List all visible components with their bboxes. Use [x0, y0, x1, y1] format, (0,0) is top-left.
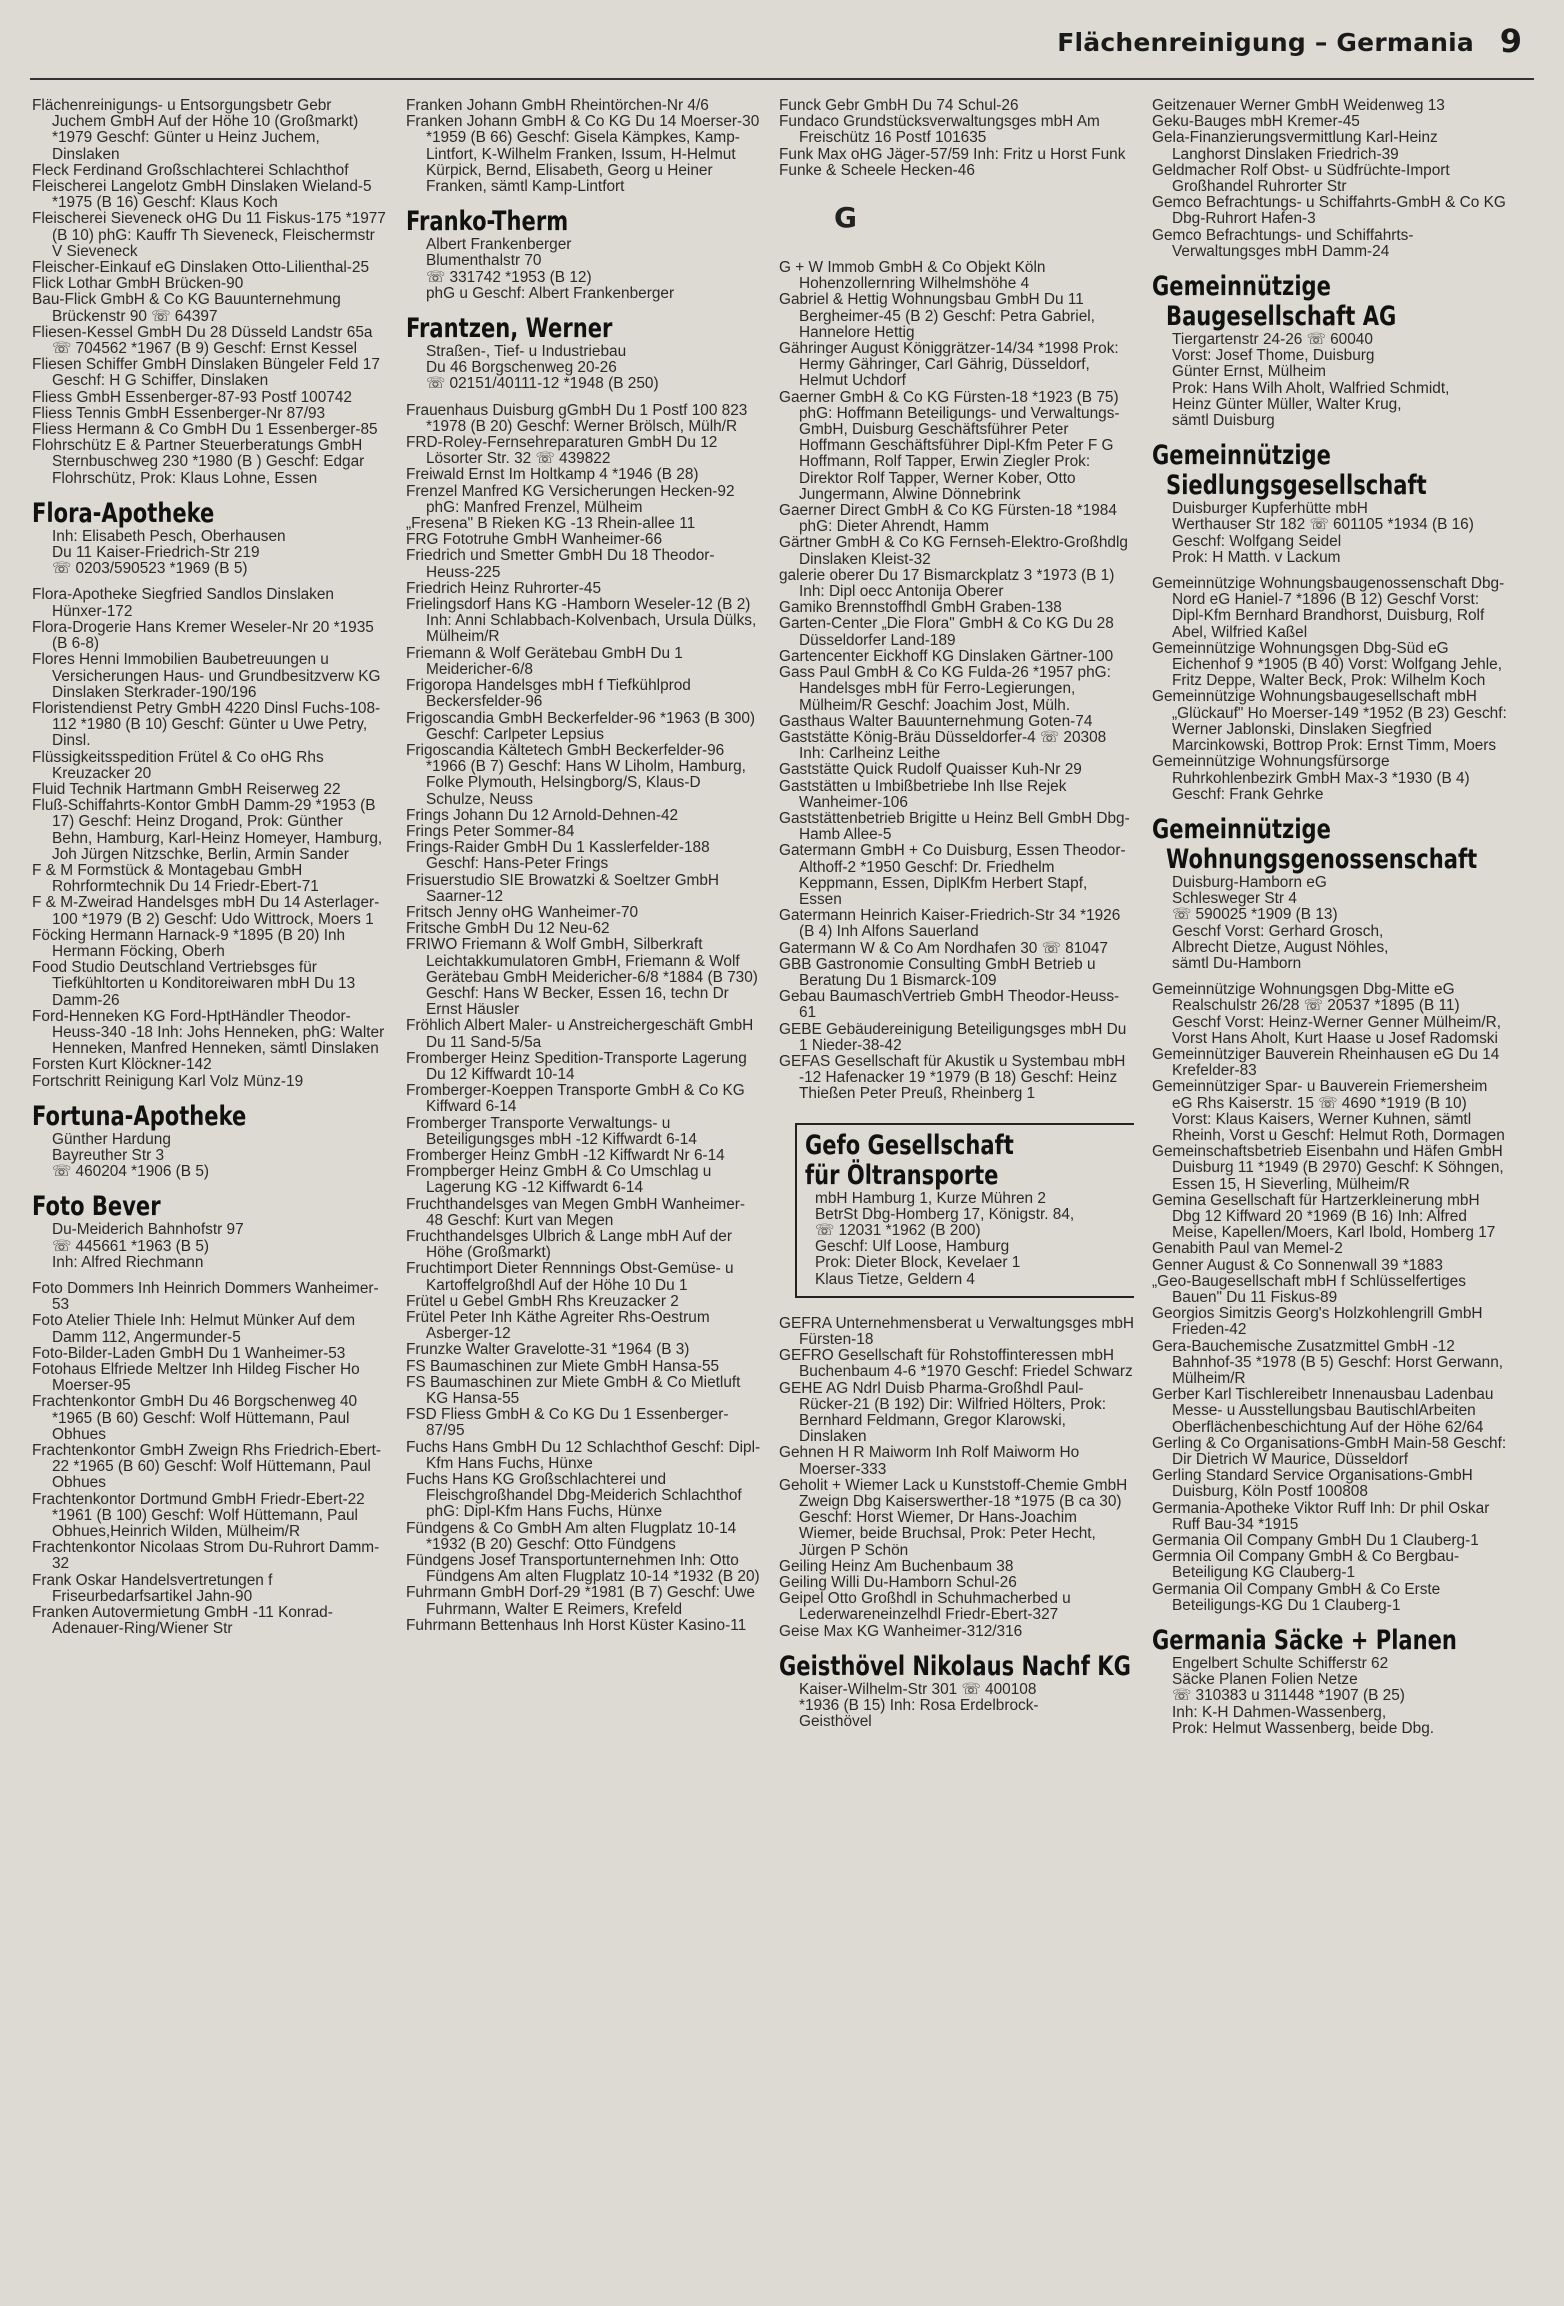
- directory-entry: Frütel u Gebel GmbH Rhs Kreuzacker 2: [406, 1292, 679, 1310]
- directory-entry: Frielingsdorf Hans KG -Hamborn Weseler-12 (B 2) Inh: Anni Schlabbach-Kolvenbach, Ursula Dülks, Mülheim/R: [406, 596, 757, 646]
- detail-line: Inh: Elisabeth Pesch, Oberhausen: [52, 527, 286, 545]
- directory-entry: Fliesen Schiffer GmbH Dinslaken Büngeler Feld 17 Geschf: H G Schiffer, Dinslaken: [32, 356, 380, 390]
- directory-entry: Frenzel Manfred KG Versicherungen Hecken-92 phG: Manfred Frenzel, Mülheim: [406, 482, 735, 516]
- directory-entry: Foto Dommers Inh Heinrich Dommers Wanheimer-53: [32, 1280, 379, 1314]
- directory-entry: Funck Gebr GmbH Du 74 Schul-26: [779, 98, 1019, 114]
- detail-line: Werthauser Str 182 ☏ 601105 *1934 (B 16): [1172, 516, 1474, 534]
- detail-line: Geschf: Ulf Loose, Hamburg: [815, 1238, 1010, 1256]
- directory-entry: Frigoscandia GmbH Beckerfelder-96 *1963 (B 300) Geschf: Carlpeter Lepsius: [406, 709, 756, 743]
- directory-entry: Frachtenkontor Nicolaas Strom Du-Ruhrort Damm-32: [32, 1539, 380, 1573]
- detail-line: Du 11 Kaiser-Friedrich-Str 219: [52, 544, 260, 562]
- detail-line: Säcke Planen Folien Netze: [1172, 1671, 1358, 1689]
- directory-entry: Genabith Paul van Memel-2: [1152, 1240, 1343, 1258]
- header-rule: [30, 78, 1534, 80]
- directory-entry: GEFAS Gesellschaft für Akustik u Systembau mbH -12 Hafenacker 19 *1979 (B 18) Geschf: Heinz Thießen Peter Preuß, Rheinberg 1: [779, 1052, 1126, 1103]
- detail-line: Kaiser-Wilhelm-Str 301 ☏ 400108: [799, 1680, 1037, 1698]
- directory-entry: Fuhrmann Bettenhaus Inh Horst Küster Kasino-11: [406, 1616, 747, 1634]
- display-entry-details: [1152, 875, 1507, 972]
- directory-entry: FS Baumaschinen zur Miete GmbH Hansa-55: [406, 1357, 720, 1375]
- detail-line: ☏ 590025 *1909 (B 13): [1172, 906, 1338, 924]
- directory-entry: Germnia Oil Company GmbH & Co Bergbau-Beteiligung KG Clauberg-1: [1152, 1548, 1460, 1582]
- directory-entry: Fruchthandelsges van Megen GmbH Wanheimer-48 Geschf: Kurt van Megen: [406, 1195, 746, 1229]
- directory-entry: Gass Paul GmbH & Co KG Fulda-26 *1957 phG: Handelsges mbH für Ferro-Legierungen, Mülheim/R Geschf: Joachim Jost, Mülh.: [779, 664, 1111, 714]
- directory-entry: Frings-Raider GmbH Du 1 Kasslerfelder-188 Geschf: Hans-Peter Frings: [406, 839, 710, 873]
- detail-line: Blumenthalstr 70: [426, 252, 542, 270]
- directory-entry: Gasthaus Walter Bauunternehmung Goten-74: [779, 712, 1093, 730]
- directory-entry: Flores Henni Immobilien Baubetreuungen u Versicherungen Haus- und Grundbesitzverw KG Dinslaken Sterkrader-190/196: [32, 651, 381, 701]
- display-entry-details: [32, 1222, 387, 1271]
- display-entry-details: [1152, 1656, 1507, 1737]
- directory-entry: Fuchs Hans GmbH Du 12 Schlachthof Geschf: Dipl-Kfm Hans Fuchs, Hünxe: [406, 1438, 761, 1472]
- directory-entry: Gemeinnütziger Bauverein Rheinhausen eG Du 14 Krefelder-83: [1152, 1045, 1500, 1080]
- directory-entry: Fleischerei Langelotz GmbH Dinslaken Wieland-5 *1975 (B 16) Geschf: Klaus Koch: [32, 178, 372, 212]
- directory-entry: Gatermann Heinrich Kaiser-Friedrich-Str 34 *1926 (B 4) Inh Alfons Sauerland: [779, 907, 1121, 941]
- directory-entry: Georgios Simitzis Georg's Holzkohlengrill GmbH Frieden-42: [1152, 1305, 1483, 1339]
- directory-entry: Flora-Drogerie Hans Kremer Weseler-Nr 20 *1935 (B 6-8): [32, 618, 374, 653]
- detail-line: sämtl Duisburg: [1172, 412, 1275, 430]
- directory-entry: Fromberger-Koeppen Transporte GmbH & Co KG Kiffward 6-14: [406, 1082, 745, 1116]
- directory-entry: Flüssigkeitsspedition Frütel & Co oHG Rhs Kreuzacker 20: [32, 748, 324, 782]
- detail-line: Duisburg-Hamborn eG: [1172, 873, 1327, 891]
- directory-entry: Genner August & Co Sonnenwall 39 *1883: [1152, 1256, 1443, 1274]
- detail-line: ☏ 12031 *1962 (B 200): [815, 1221, 981, 1239]
- directory-entry: Germania-Apotheke Viktor Ruff Inh: Dr phil Oskar Ruff Bau-34 *1915: [1152, 1499, 1490, 1533]
- display-heading: Gemeinnützige: [1152, 271, 1331, 303]
- detail-line: Inh: Alfred Riechmann: [52, 1253, 204, 1271]
- directory-entry: Flächenreinigungs- u Entsorgungsbetr Gebr Juchem GmbH Auf der Höhe 10 (Großmarkt) *1979 Geschf: Günter u Heinz Juchem, Dinslaken: [32, 98, 359, 163]
- display-entry-details: [1152, 332, 1507, 429]
- detail-line: *1936 (B 15) Inh: Rosa Erdelbrock-: [799, 1697, 1039, 1715]
- detail-line: sämtl Du-Hamborn: [1172, 954, 1302, 972]
- directory-entry: Frings Peter Sommer-84: [406, 822, 575, 840]
- detail-line: Tiergartenstr 24-26 ☏ 60040: [1172, 331, 1373, 349]
- detail-line: Heinz Günter Müller, Walter Krug,: [1172, 395, 1402, 413]
- directory-entry: Gartencenter Eickhoff KG Dinslaken Gärtner-100: [779, 647, 1114, 665]
- detail-line: ☏ 310383 u 311448 *1907 (B 25): [1172, 1687, 1405, 1705]
- detail-line: Albert Frankenberger: [426, 236, 572, 254]
- detail-line: BetrSt Dbg-Homberg 17, Königstr. 84,: [815, 1205, 1075, 1223]
- detail-line: Bayreuther Str 3: [52, 1146, 165, 1164]
- directory-entry: Geitzenauer Werner GmbH Weidenweg 13: [1152, 98, 1445, 114]
- detail-line: Prok: Hans Wilh Aholt, Walfried Schmidt,: [1172, 379, 1450, 397]
- directory-entry: Gaststätten u Imbißbetriebe Inh Ilse Rejek Wanheimer-106: [779, 777, 1067, 811]
- directory-entry: Friedrich und Smetter GmbH Du 18 Theodor-Heuss-225: [406, 547, 715, 581]
- directory-entry: Fundaco Grundstücksverwaltungsges mbH Am Freischütz 16 Postf 101635: [779, 113, 1100, 147]
- display-heading: Wohnungsgenossenschaft: [1166, 843, 1478, 875]
- display-entry-details: [1152, 501, 1507, 566]
- directory-entry: Gemeinnützige Wohnungsfürsorge Ruhrkohlenbezirk GmbH Max-3 *1930 (B 4) Geschf: Frank Gehrke: [1152, 753, 1470, 803]
- directory-entry: Frauenhaus Duisburg gGmbH Du 1 Postf 100 823 *1978 (B 20) Geschf: Werner Brölsch, Mülh/R: [406, 401, 748, 435]
- directory-entry: Gamiko Brennstoffhdl GmbH Graben-138: [779, 599, 1062, 617]
- column-3: [779, 98, 1134, 2288]
- detail-line: ☏ 331742 *1953 (B 12): [426, 268, 592, 286]
- detail-line: Du 46 Borgschenweg 20-26: [426, 359, 617, 377]
- detail-line: ☏ 0203/590523 *1969 (B 5): [52, 560, 248, 578]
- directory-entry: Gähringer August Königgrätzer-14/34 *1998 Prok: Hermy Gähringer, Carl Gährig, Düsseldorf, Helmut Uchdorf: [779, 340, 1119, 390]
- directory-entry: Gela-Finanzierungsvermittlung Karl-Heinz Langhorst Dinslaken Friedrich-39: [1152, 129, 1438, 163]
- running-title: Flächenreinigung – Germania: [1057, 28, 1474, 57]
- detail-line: Prok: Helmut Wassenberg, beide Dbg.: [1172, 1719, 1435, 1737]
- detail-line: Straßen-, Tief- u Industriebau: [426, 343, 627, 361]
- directory-entry: Food Studio Deutschland Vertriebsges für Tiefkühltorten u Konditoreiwaren mbH Du 13 Damm-26: [32, 959, 356, 1009]
- detail-line: Du-Meiderich Bahnhofstr 97: [52, 1221, 244, 1239]
- display-entry-details: [406, 237, 761, 302]
- directory-entry: Geku-Bauges mbH Kremer-45: [1152, 113, 1360, 131]
- directory-entry: Forsten Kurt Klöckner-142: [32, 1056, 212, 1074]
- detail-line: Inh: K-H Dahmen-Wassenberg,: [1172, 1703, 1387, 1721]
- directory-entry: Franken Johann GmbH & Co KG Du 14 Moerser-30 *1959 (B 66) Geschf: Gisela Kämpkes, Kamp-Lintfort, K-Wilhelm Franken, Issum, H-Helmut Kürpick, Bernd, Elisabeth, Georg u Heiner Franken, sämtl Kamp-Lintfort: [406, 113, 760, 196]
- directory-entry: Geipel Otto Großhdl in Schuhmacherbed u Lederwareneinzelhdl Friedr-Ebert-327: [779, 1590, 1071, 1624]
- directory-entry: Gemeinnützige Wohnungsgen Dbg-Süd eG Eichenhof 9 *1905 (B 40) Vorst: Wolfgang Jehle, Fritz Deppe, Walter Beck, Prok: Wilhelm Koch: [1152, 639, 1502, 690]
- detail-line: Vorst: Josef Thome, Duisburg: [1172, 347, 1375, 365]
- detail-line: Günter Ernst, Mülheim: [1172, 363, 1326, 381]
- section-letter: G: [834, 201, 857, 235]
- detail-line: Albrecht Dietze, August Nöhles,: [1172, 938, 1389, 956]
- detail-line: ☏ 460204 *1906 (B 5): [52, 1163, 210, 1181]
- detail-line: Schlesweger Str 4: [1172, 890, 1297, 908]
- directory-entry: Frank Oskar Handelsvertretungen f Friseurbedarfsartikel Jahn-90: [32, 1571, 273, 1605]
- directory-entry: Germania Oil Company GmbH Du 1 Clauberg-1: [1152, 1532, 1479, 1550]
- directory-entry: Fluß-Schiffahrts-Kontor GmbH Damm-29 *1953 (B 17) Geschf: Heinz Drogand, Prok: Günther Behn, Hamburg, Karl-Heinz Homeyer, Hamburg, Joh Jürgen Nitzschke, Berlin, Armin Sander: [32, 797, 383, 863]
- directory-entry: Foto Atelier Thiele Inh: Helmut Münker Auf dem Damm 112, Angermunder-5: [32, 1312, 356, 1346]
- directory-entry: Gemeinnützige Wohnungsbaugenossenschaft Dbg-Nord eG Haniel-7 *1896 (B 12) Geschf Vorst: Dipl-Kfm Bernhard Brandhorst, Duisburg, Rolf Abel, Wilfried Kaßel: [1152, 575, 1505, 641]
- directory-entry: Gaerner Direct GmbH & Co KG Fürsten-18 *1984 phG: Dieter Ahrendt, Hamm: [779, 502, 1117, 536]
- directory-entry: F & M Formstück & Montagebau GmbH Rohrformtechnik Du 14 Friedr-Ebert-71: [32, 861, 319, 896]
- directory-entry: Gemeinnütziger Spar- u Bauverein Friemersheim eG Rhs Kaiserstr. 15 ☏ 4690 *1919 (B 10) Vorst: Klaus Kaisers, Werner Kuhnen, sämtl Rheinh, Vorst u Geschf: Helmut Roth, Dormagen: [1152, 1078, 1505, 1144]
- directory-entry: Gatermann W & Co Am Nordhafen 30 ☏ 81047: [779, 939, 1108, 957]
- directory-entry: FRG Fototruhe GmbH Wanheimer-66: [406, 531, 663, 549]
- display-heading: Gefo Gesellschaft: [805, 1129, 1014, 1161]
- directory-entry: Frompberger Heinz GmbH & Co Umschlag u Lagerung KG -12 Kiffwardt 6-14: [406, 1163, 712, 1197]
- directory-entry: Gera-Bauchemische Zusatzmittel GmbH -12 Bahnhof-35 *1978 (B 5) Geschf: Horst Gerwann, Mülheim/R: [1152, 1337, 1504, 1387]
- directory-entry: FRIWO Friemann & Wolf GmbH, Silberkraft Leichtakkumulatoren GmbH, Friemann & Wolf Gerätebau GmbH Meidericher-6/8 *1884 (B 730) Geschf: Hans W Becker, Essen 16, techn Dr Ernst Häusler: [406, 936, 758, 1019]
- directory-entry: Flohrschütz E & Partner Steuerberatungs GmbH Sternbuschweg 230 *1980 (B ) Geschf: Edgar Flohrschütz, Prok: Klaus Lohne, Essen: [32, 437, 365, 487]
- directory-entry: Fündgens Josef Transportunternehmen Inh: Otto Fündgens Am alten Flugplatz 10-14 *1932 (B 20): [406, 1552, 760, 1586]
- directory-entry: „Geo-Baugesellschaft mbH f Schlüsselfertiges Bauen" Du 11 Fiskus-89: [1152, 1272, 1466, 1306]
- directory-entry: Fuhrmann GmbH Dorf-29 *1981 (B 7) Geschf: Uwe Fuhrmann, Walter E Reimers, Krefeld: [406, 1584, 755, 1618]
- display-entry-details: [406, 344, 761, 393]
- directory-entry: Fliesen-Kessel GmbH Du 28 Düsseld Landstr 65a ☏ 704562 *1967 (B 9) Geschf: Ernst Kessel: [32, 323, 373, 358]
- directory-entry: Gaerner GmbH & Co KG Fürsten-18 *1923 (B 75) phG: Hoffmann Beteiligungs- und Verwaltungs-GmbH, Duisburg Geschäftsführer Peter Hoffmann Geschäftsführer Dipl-Kfm Peter F G Hoffmann, Rolf Tapper, Erwin Ziegler Prok: Direktor Rolf Tapper, Werner Kober, Otto Jungermann, Alwine Dönnebrink: [779, 388, 1120, 503]
- directory-entry: Gerling Standard Service Organisations-GmbH Duisburg, Köln Postf 100808: [1152, 1467, 1473, 1501]
- directory-entry: GBB Gastronomie Consulting GmbH Betrieb u Beratung Du 1 Bismarck-109: [779, 955, 1096, 989]
- directory-entry: Geholit + Wiemer Lack u Kunststoff-Chemie GmbH Zweign Dbg Kaiserswerther-18 *1975 (B ca 30) Geschf: Horst Wiemer, Dr Hans-Joachim Wiemer, beide Bruchsal, Prok: Peter Hecht, Jürgen P Schön: [779, 1476, 1128, 1559]
- directory-entry: Gärtner GmbH & Co KG Fernseh-Elektro-Großhdlg Dinslaken Kleist-32: [779, 534, 1128, 568]
- directory-entry: Floristendienst Petry GmbH 4220 Dinsl Fuchs-108-112 *1980 (B 10) Geschf: Günter u Uwe Petry, Dinsl.: [32, 699, 381, 750]
- directory-entry: Gaststättenbetrieb Brigitte u Heinz Bell GmbH Dbg-Hamb Allee-5: [779, 809, 1130, 844]
- directory-entry: Frigoscandia Kältetech GmbH Beckerfelder-96 *1966 (B 7) Geschf: Hans W Liholm, Hamburg, Folke Plymouth, Helsingborg/S, Klaus-D Schulze, Neuss: [406, 741, 746, 808]
- directory-entry: Gebau BaumaschVertrieb GmbH Theodor-Heuss-61: [779, 988, 1120, 1022]
- directory-entry: Fleck Ferdinand Großschlachterei Schlachthof: [32, 161, 349, 179]
- directory-entry: Fuchs Hans KG Großschlachterei und Fleischgroßhandel Dbg-Meiderich Schlachthof phG: Dipl-Kfm Hans Fuchs, Hünxe: [406, 1471, 742, 1521]
- directory-entry: Gaststätte König-Bräu Düsseldorfer-4 ☏ 20308 Inh: Carlheinz Leithe: [779, 728, 1107, 763]
- directory-entry: Frings Johann Du 12 Arnold-Dehnen-42: [406, 806, 679, 824]
- directory-entry: Fleischer-Einkauf eG Dinslaken Otto-Lilienthal-25: [32, 259, 370, 277]
- display-heading: Siedlungsgesellschaft: [1166, 470, 1427, 502]
- page-number: 9: [1499, 22, 1522, 60]
- directory-entry: G + W Immob GmbH & Co Objekt Köln Hohenzollernring Wilhelmshöhe 4: [779, 259, 1046, 293]
- directory-entry: Germania Oil Company GmbH & Co Erste Beteiligungs-KG Du 1 Clauberg-1: [1152, 1580, 1441, 1614]
- detail-line: Prok: H Matth. v Lackum: [1172, 548, 1341, 566]
- display-heading: Frantzen, Werner: [406, 313, 613, 345]
- directory-entry: Fritsch Jenny oHG Wanheimer-70: [406, 903, 639, 921]
- directory-entry: Gemeinnützige Wohnungsbaugesellschaft mbH „Glückauf" Ho Moerser-149 *1952 (B 23) Geschf: Werner Jablonski, Dinslaken Siegfried Marcinkowski, Bottrop Prok: Ernst Timm, Moers: [1152, 688, 1507, 755]
- directory-entry: Franken Autovermietung GmbH -11 Konrad-Adenauer-Ring/Wiener Str: [32, 1604, 333, 1638]
- detail-line: Klaus Tietze, Geldern 4: [815, 1270, 975, 1288]
- directory-entry: Fröhlich Albert Maler- u Anstreichergeschäft GmbH Du 11 Sand-5/5a: [406, 1017, 754, 1051]
- display-heading: Baugesellschaft AG: [1166, 301, 1397, 333]
- directory-entry: Frachtenkontor GmbH Du 46 Borgschenweg 40 *1965 (B 60) Geschf: Wolf Hüttemann, Paul Obhues: [32, 1393, 358, 1443]
- detail-line: Duisburger Kupferhütte mbH: [1172, 500, 1368, 518]
- directory-entry: Friemann & Wolf Gerätebau GmbH Du 1 Meidericher-6/8: [406, 644, 683, 678]
- display-heading: Flora-Apotheke: [32, 497, 215, 529]
- detail-line: mbH Hamburg 1, Kurze Mühren 2: [815, 1189, 1046, 1207]
- directory-entry: Frisuerstudio SIE Browatzki & Soeltzer GmbH Saarner-12: [406, 871, 720, 905]
- display-entry-details: [805, 1191, 1134, 1288]
- display-heading: Fortuna-Apotheke: [32, 1100, 247, 1132]
- directory-entry: Gatermann GmbH + Co Duisburg, Essen Theodor-Althoff-2 *1950 Geschf: Dr. Friedhelm Keppmann, Essen, DiplKfm Herbert Stapf, Essen: [779, 842, 1126, 908]
- directory-entry: Fortschritt Reinigung Karl Volz Münz-19: [32, 1072, 304, 1090]
- directory-entry: GEFRA Unternehmensberat u Verwaltungsges mbH Fürsten-18: [779, 1314, 1134, 1348]
- directory-entry: Fliess Tennis GmbH Essenberger-Nr 87/93: [32, 404, 326, 422]
- display-heading: Gemeinnützige: [1152, 440, 1331, 472]
- directory-entry: Freiwald Ernst Im Holtkamp 4 *1946 (B 28): [406, 466, 699, 484]
- detail-line: Geschf: Wolfgang Seidel: [1172, 532, 1342, 550]
- directory-entry: Friedrich Heinz Ruhrorter-45: [406, 579, 602, 597]
- directory-entry: Gaststätte Quick Rudolf Quaisser Kuh-Nr 29: [779, 761, 1082, 779]
- directory-entry: Gemeinschaftsbetrieb Eisenbahn und Häfen GmbH Duisburg 11 *1949 (B 2970) Geschf: K Söhngen, Essen 15, H Sieverling, Mülheim/R: [1152, 1143, 1504, 1193]
- directory-entry: Foto-Bilder-Laden GmbH Du 1 Wanheimer-53: [32, 1344, 346, 1362]
- display-heading: für Öltransporte: [805, 1159, 999, 1191]
- directory-entry: Gemco Befrachtungs- und Schiffahrts-Verwaltungsges mbH Damm-24: [1152, 226, 1414, 260]
- directory-entry: F & M-Zweirad Handelsges mbH Du 14 Asterlager-100 *1979 (B 2) Geschf: Udo Wittrock, Moers 1: [32, 894, 380, 928]
- display-heading: Germania Säcke + Planen: [1152, 1625, 1457, 1657]
- directory-entry: Geldmacher Rolf Obst- u Südfrüchte-Import Großhandel Ruhrorter Str: [1152, 161, 1450, 196]
- directory-entry: Fromberger Heinz GmbH -12 Kiffwardt Nr 6-14: [406, 1146, 725, 1164]
- directory-entry: Frachtenkontor Dortmund GmbH Friedr-Ebert-22 *1961 (B 100) Geschf: Wolf Hüttemann, Paul Obhues,Heinrich Wilden, Mülheim/R: [32, 1490, 365, 1541]
- directory-entry: Gemeinnützige Wohnungsgen Dbg-Mitte eG Realschulstr 26/28 ☏ 20537 *1895 (B 11) Geschf Vorst: Heinz-Werner Genner Mülheim/R, Vorst Hans Aholt, Kurt Haase u Josef Radomski: [1152, 981, 1502, 1047]
- directory-entry: Fromberger Transporte Verwaltungs- u Beteiligungsges mbH -12 Kiffwardt 6-14: [406, 1114, 697, 1148]
- directory-entry: Fruchthandelsges Ulbrich & Lange mbH Auf der Höhe (Großmarkt): [406, 1228, 732, 1262]
- display-heading: Franko-Therm: [406, 206, 569, 238]
- column-2: [406, 98, 761, 2288]
- boxed-advertisement: [795, 1123, 1134, 1298]
- directory-entry: Gemco Befrachtungs- u Schiffahrts-GmbH & Co KG Dbg-Ruhrort Hafen-3: [1152, 194, 1506, 228]
- directory-entry: Fleischerei Sieveneck oHG Du 11 Fiskus-175 *1977 (B 10) phG: Kauffr Th Sieveneck, Fleischermstr V Sieveneck: [32, 210, 386, 260]
- directory-entry: Gabriel & Hettig Wohnungsbau GmbH Du 11 Bergheimer-45 (B 2) Geschf: Petra Gabriel, Hannelore Hettig: [779, 291, 1095, 341]
- detail-line: phG u Geschf: Albert Frankenberger: [426, 284, 675, 302]
- directory-entry: Frunzke Walter Gravelotte-31 *1964 (B 3): [406, 1341, 690, 1359]
- display-entry-details: [32, 1132, 387, 1181]
- directory-entry: Fliess GmbH Essenberger-87-93 Postf 100742: [32, 388, 352, 406]
- detail-line: Geschf Vorst: Gerhard Grosch,: [1172, 922, 1384, 940]
- directory-entry: Fündgens & Co GmbH Am alten Flugplatz 10-14 *1932 (B 20) Geschf: Otto Fündgens: [406, 1519, 737, 1553]
- detail-line: Geisthövel: [799, 1713, 872, 1731]
- directory-entry: Ford-Henneken KG Ford-HptHändler Theodor-Heuss-340 -18 Inh: Johs Henneken, phG: Walter Henneken, Manfred Henneken, sämtl Dinslaken: [32, 1007, 385, 1058]
- directory-entry: Geiling Willi Du-Hamborn Schul-26: [779, 1574, 1017, 1592]
- directory-entry: Funk Max oHG Jäger-57/59 Inh: Fritz u Horst Funk: [779, 145, 1126, 163]
- directory-entry: Gerling & Co Organisations-GmbH Main-58 Geschf: Dir Dietrich W Maurice, Düsseldorf: [1152, 1434, 1507, 1469]
- directory-entry: Funke & Scheele Hecken-46: [779, 161, 975, 179]
- directory-entry: Gerber Karl Tischlereibetr Innenausbau Ladenbau Messe- u Ausstellungsbau BautischlArbeiten Oberflächenbeschichtung Auf der Höhe 62/64: [1152, 1386, 1494, 1436]
- directory-entry: FSD Fliess GmbH & Co KG Du 1 Essenberger-87/95: [406, 1406, 729, 1440]
- detail-line: ☏ 445661 *1963 (B 5): [52, 1237, 210, 1255]
- page-header: [0, 0, 1564, 78]
- directory-entry: Flora-Apotheke Siegfried Sandlos Dinslaken Hünxer-172: [32, 586, 334, 620]
- directory-entry: „Fresena" B Rieken KG -13 Rhein-allee 11: [406, 515, 696, 533]
- directory-entry: galerie oberer Du 17 Bismarckplatz 3 *1973 (B 1) Inh: Dipl oecc Antonija Oberer: [779, 566, 1115, 601]
- directory-entry: Fromberger Heinz Spedition-Transporte Lagerung Du 12 Kiffwardt 10-14: [406, 1049, 747, 1083]
- display-heading: Geisthövel Nikolaus Nachf KG: [779, 1650, 1131, 1682]
- detail-line: Prok: Dieter Block, Kevelaer 1: [815, 1254, 1021, 1272]
- directory-entry: Frachtenkontor GmbH Zweign Rhs Friedrich-Ebert-22 *1965 (B 60) Geschf: Wolf Hüttemann, Paul Obhues: [32, 1442, 381, 1492]
- directory-entry: Frigoropa Handelsges mbH f Tiefkühlprod Beckersfelder-96: [406, 677, 691, 711]
- directory-entry: GEFRO Gesellschaft für Rohstoffinteressen mbH Buchenbaum 4-6 *1970 Geschf: Friedel Schwarz: [779, 1347, 1133, 1381]
- directory-entry: Föcking Hermann Harnack-9 *1895 (B 20) Inh Hermann Föcking, Oberh: [32, 926, 346, 960]
- directory-entry: Fliess Hermann & Co GmbH Du 1 Essenberger-85: [32, 421, 378, 439]
- display-heading: Foto Bever: [32, 1191, 161, 1223]
- directory-entry: GEHE AG Ndrl Duisb Pharma-Großhdl Paul-Rücker-21 (B 192) Dir: Wilfried Hölters, Prok: Bernhard Feldmann, Gregor Klarowski, Dinslaken: [779, 1379, 1107, 1446]
- directory-entry: Gehnen H R Maiworm Inh Rolf Maiworm Ho Moerser-333: [779, 1444, 1080, 1478]
- directory-entry: Fluid Technik Hartmann GmbH Reiserweg 22: [32, 780, 341, 798]
- column-4: [1152, 98, 1507, 2288]
- directory-entry: FS Baumaschinen zur Miete GmbH & Co Mietluft KG Hansa-55: [406, 1373, 741, 1408]
- directory-entry: Gemina Gesellschaft für Hartzerkleinerung mbH Dbg 12 Kiffward 20 *1969 (B 16) Inh: Alfred Meise, Kapellen/Moers, Karl Ibold, Homberg 17: [1152, 1191, 1496, 1242]
- display-heading: Gemeinnützige: [1152, 813, 1331, 845]
- directory-entry: Fotohaus Elfriede Meltzer Inh Hildeg Fischer Ho Moerser-95: [32, 1361, 360, 1395]
- directory-entry: Frütel Peter Inh Käthe Agreiter Rhs-Oestrum Asberger-12: [406, 1309, 710, 1343]
- directory-entry: Flick Lothar GmbH Brücken-90: [32, 275, 244, 293]
- directory-entry: Garten-Center „Die Flora" GmbH & Co KG Du 28 Düsseldorfer Land-189: [779, 615, 1114, 649]
- detail-line: ☏ 02151/40111-12 *1948 (B 250): [426, 375, 659, 393]
- directory-entry: Fruchtimport Dieter Rennnings Obst-Gemüse- u Kartoffelgroßhdl Auf der Höhe 10 Du 1: [406, 1260, 734, 1294]
- directory-entry: Geiling Heinz Am Buchenbaum 38: [779, 1557, 1014, 1575]
- directory-entry: Franken Johann GmbH Rheintörchen-Nr 4/6: [406, 98, 709, 114]
- directory-entry: FRD-Roley-Fernsehreparaturen GmbH Du 12 Lösorter Str. 32 ☏ 439822: [406, 434, 718, 468]
- detail-line: Günther Hardung: [52, 1130, 171, 1148]
- directory-entry: GEBE Gebäudereinigung Beteiligungsges mbH Du 1 Nieder-38-42: [779, 1020, 1127, 1054]
- directory-entry: Bau-Flick GmbH & Co KG Bauunternehmung Brückenstr 90 ☏ 64397: [32, 291, 341, 325]
- directory-entry: Fritsche GmbH Du 12 Neu-62: [406, 920, 610, 938]
- directory-entry: Geise Max KG Wanheimer-312/316: [779, 1622, 1023, 1640]
- display-entry-details: [779, 1682, 1134, 1731]
- display-entry-details: [32, 529, 387, 578]
- detail-line: Engelbert Schulte Schifferstr 62: [1172, 1655, 1389, 1673]
- column-1: [32, 98, 387, 2288]
